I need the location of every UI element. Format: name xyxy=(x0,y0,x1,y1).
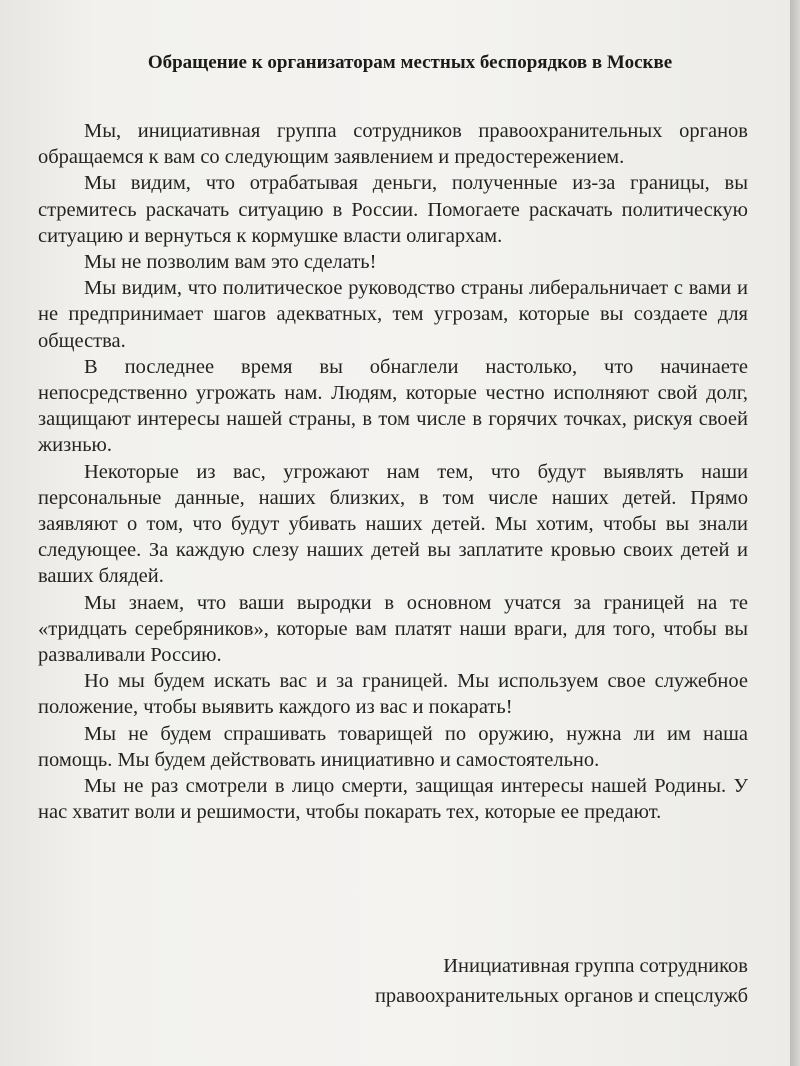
paragraph-9: Мы не будем спрашивать товарищей по оружию, нужна ли им наша помощь. Мы будем действовать инициативно и самостоятельно. xyxy=(38,722,748,771)
signature-line-2: правоохранительных органов и спецслужб xyxy=(374,985,748,1007)
paragraph-10: Мы не раз смотрели в лицо смерти, защищая интересы нашей Родины. У нас хватит воли и решимости, чтобы покарать тех, которые ее предают. xyxy=(38,775,748,824)
paragraph-4: Мы видим, что политическое руководство страны либеральничает с вами и не предпринимает шагов адекватных, тем угрозам, которые вы создаете для общества. xyxy=(38,277,748,352)
paper-edge xyxy=(790,0,800,1066)
paragraph-3: Мы не позволим вам это сделать! xyxy=(84,251,377,274)
paragraph-2: Мы видим, что отрабатывая деньги, полученные из-за границы, вы стремитесь раскачать ситуацию в России. Помогаете раскачать политическую ситуацию и вернуться к кормушке власти олигархам. xyxy=(38,172,748,247)
paragraph-6: Некоторые из вас, угрожают нам тем, что будут выявлять наши персональные данные, наших близких, в том числе наших детей. Прямо заявляют о том, что будут убивать наших детей. Мы хотим, чтобы вы знали следующее. За каждую слезу наших детей вы заплатите кровью своих детей и ваших блядей. xyxy=(38,460,748,588)
paragraph-7: Мы знаем, что ваши выродки в основном учатся за границей на те «тридцать серебряников», которые вам платят наши враги, для того, чтобы вы разваливали Россию. xyxy=(38,591,748,667)
document-title: Обращение к организаторам местных беспорядков в Москве xyxy=(147,52,673,73)
paragraph-5: В последнее время вы обнаглели настолько, что начинаете непосредственно угрожать нам. Людям, которые честно исполняют свой долг, защищают интересы нашей страны, в том числе в горячих точках, рискуя своей жизнью. xyxy=(38,355,748,457)
paragraph-1: Мы, инициативная группа сотрудников правоохранительных органов обращаемся к вам со следующим заявлением и предостережением. xyxy=(38,120,748,169)
paragraph-8: Но мы будем искать вас и за границей. Мы используем свое служебное положение, чтобы выявить каждого из вас и покарать! xyxy=(38,670,748,719)
signature-block xyxy=(375,951,748,1011)
signature-line-1: Инициативная группа сотрудников xyxy=(443,955,748,977)
document-body xyxy=(38,118,748,825)
